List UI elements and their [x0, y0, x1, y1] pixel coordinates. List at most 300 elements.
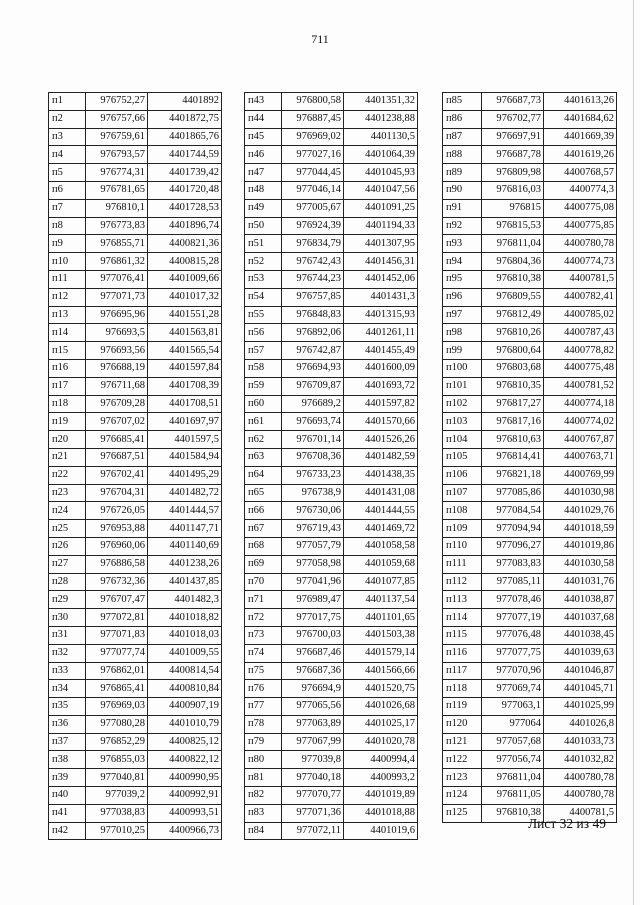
x-coordinate-cell: 977040,18	[282, 769, 344, 787]
table-row	[245, 342, 418, 360]
y-coordinate-cell: 4401137,54	[344, 591, 418, 609]
x-coordinate-cell: 977077,75	[482, 644, 544, 662]
x-coordinate-cell: 977027,16	[282, 146, 344, 164]
point-id-cell: п39	[49, 769, 86, 787]
point-id-cell: п122	[443, 751, 482, 769]
table-row	[49, 306, 222, 324]
y-coordinate-cell: 4401437,85	[148, 573, 222, 591]
x-coordinate-cell: 976886,58	[86, 555, 148, 573]
x-coordinate-cell: 976811,05	[482, 787, 544, 805]
table-row	[245, 128, 418, 146]
point-id-cell: п123	[443, 769, 482, 787]
x-coordinate-cell: 976855,03	[86, 751, 148, 769]
table-row	[443, 235, 617, 253]
y-coordinate-cell: 4401017,32	[148, 288, 222, 306]
point-id-cell: п113	[443, 591, 482, 609]
x-coordinate-cell: 976810,1	[86, 199, 148, 217]
x-coordinate-cell: 976810,38	[482, 804, 544, 822]
table-row	[49, 93, 222, 111]
y-coordinate-cell: 4401351,32	[344, 93, 418, 111]
y-coordinate-cell: 4400780,78	[544, 769, 617, 787]
point-id-cell: п13	[49, 306, 86, 324]
point-id-cell: п48	[245, 181, 282, 199]
x-coordinate-cell: 976700,03	[282, 626, 344, 644]
point-id-cell: п88	[443, 146, 482, 164]
table-row	[443, 217, 617, 235]
table-row	[245, 164, 418, 182]
x-coordinate-cell: 977039,2	[86, 787, 148, 805]
table-row	[443, 555, 617, 573]
point-id-cell: п24	[49, 502, 86, 520]
table-row	[49, 591, 222, 609]
point-id-cell: п76	[245, 680, 282, 698]
x-coordinate-cell: 977084,54	[482, 502, 544, 520]
y-coordinate-cell: 4401018,03	[148, 626, 222, 644]
x-coordinate-cell: 976862,01	[86, 662, 148, 680]
x-coordinate-cell: 976924,39	[282, 217, 344, 235]
y-coordinate-cell: 4401047,56	[344, 181, 418, 199]
y-coordinate-cell: 4401865,76	[148, 128, 222, 146]
x-coordinate-cell: 977017,75	[282, 609, 344, 627]
table-row	[443, 199, 617, 217]
point-id-cell: п23	[49, 484, 86, 502]
y-coordinate-cell: 4401482,72	[148, 484, 222, 502]
x-coordinate-cell: 976848,83	[282, 306, 344, 324]
coordinates-table-2	[244, 92, 418, 840]
point-id-cell: п51	[245, 235, 282, 253]
x-coordinate-cell: 976730,06	[282, 502, 344, 520]
x-coordinate-cell: 976707,02	[86, 413, 148, 431]
point-id-cell: п12	[49, 288, 86, 306]
x-coordinate-cell: 976738,9	[282, 484, 344, 502]
point-id-cell: п112	[443, 573, 482, 591]
point-id-cell: п118	[443, 680, 482, 698]
table-row	[245, 110, 418, 128]
point-id-cell: п91	[443, 199, 482, 217]
x-coordinate-cell: 976773,83	[86, 217, 148, 235]
point-id-cell: п9	[49, 235, 86, 253]
y-coordinate-cell: 4401046,87	[544, 662, 617, 680]
point-id-cell: п43	[245, 93, 282, 111]
table-row	[245, 146, 418, 164]
point-id-cell: п18	[49, 395, 86, 413]
point-id-cell: п101	[443, 377, 482, 395]
x-coordinate-cell: 976815	[482, 199, 544, 217]
x-coordinate-cell: 976817,16	[482, 413, 544, 431]
coordinates-table-1	[48, 92, 222, 840]
x-coordinate-cell: 976810,63	[482, 431, 544, 449]
point-id-cell: п20	[49, 431, 86, 449]
point-id-cell: п40	[49, 787, 86, 805]
point-id-cell: п97	[443, 306, 482, 324]
y-coordinate-cell: 4401452,06	[344, 270, 418, 288]
point-id-cell: п84	[245, 822, 282, 840]
table-row	[245, 787, 418, 805]
point-id-cell: п66	[245, 502, 282, 520]
table-row	[245, 253, 418, 271]
y-coordinate-cell: 4400781,52	[544, 377, 617, 395]
y-coordinate-cell: 4400994,4	[344, 751, 418, 769]
table-row	[443, 715, 617, 733]
point-id-cell: п15	[49, 342, 86, 360]
y-coordinate-cell: 4401029,76	[544, 502, 617, 520]
point-id-cell: п114	[443, 609, 482, 627]
y-coordinate-cell: 4401520,75	[344, 680, 418, 698]
x-coordinate-cell: 976742,87	[282, 342, 344, 360]
table-row	[245, 324, 418, 342]
x-coordinate-cell: 976892,06	[282, 324, 344, 342]
table-row	[49, 733, 222, 751]
x-coordinate-cell: 977044,45	[282, 164, 344, 182]
point-id-cell: п7	[49, 199, 86, 217]
x-coordinate-cell: 976752,27	[86, 93, 148, 111]
point-id-cell: п65	[245, 484, 282, 502]
table-row	[49, 822, 222, 840]
y-coordinate-cell: 4401038,87	[544, 591, 617, 609]
table-row	[49, 466, 222, 484]
x-coordinate-cell: 977038,83	[86, 804, 148, 822]
y-coordinate-cell: 4401739,42	[148, 164, 222, 182]
x-coordinate-cell: 976685,41	[86, 431, 148, 449]
x-coordinate-cell: 976702,41	[86, 466, 148, 484]
y-coordinate-cell: 4401597,5	[148, 431, 222, 449]
x-coordinate-cell: 977077,74	[86, 644, 148, 662]
point-id-cell: п68	[245, 537, 282, 555]
y-coordinate-cell: 4401579,14	[344, 644, 418, 662]
table-row	[443, 609, 617, 627]
table-row	[245, 733, 418, 751]
point-id-cell: п107	[443, 484, 482, 502]
y-coordinate-cell: 4401503,38	[344, 626, 418, 644]
x-coordinate-cell: 976694,93	[282, 359, 344, 377]
point-id-cell: п62	[245, 431, 282, 449]
x-coordinate-cell: 977083,83	[482, 555, 544, 573]
y-coordinate-cell: 4400768,57	[544, 164, 617, 182]
point-id-cell: п8	[49, 217, 86, 235]
x-coordinate-cell: 976687,73	[482, 93, 544, 111]
table-row	[443, 146, 617, 164]
x-coordinate-cell: 977041,96	[282, 573, 344, 591]
table-row	[49, 199, 222, 217]
y-coordinate-cell: 4401892	[148, 93, 222, 111]
x-coordinate-cell: 977046,14	[282, 181, 344, 199]
point-id-cell: п92	[443, 217, 482, 235]
y-coordinate-cell: 4401307,95	[344, 235, 418, 253]
point-id-cell: п30	[49, 609, 86, 627]
x-coordinate-cell: 976732,36	[86, 573, 148, 591]
point-id-cell: п99	[443, 342, 482, 360]
x-coordinate-cell: 976960,06	[86, 537, 148, 555]
x-coordinate-cell: 977063,1	[482, 698, 544, 716]
y-coordinate-cell: 4401708,39	[148, 377, 222, 395]
table-row	[443, 110, 617, 128]
table-row	[49, 573, 222, 591]
point-id-cell: п21	[49, 448, 86, 466]
point-id-cell: п78	[245, 715, 282, 733]
x-coordinate-cell: 976810,26	[482, 324, 544, 342]
table-row	[245, 644, 418, 662]
point-id-cell: п85	[443, 93, 482, 111]
y-coordinate-cell: 4400775,08	[544, 199, 617, 217]
y-coordinate-cell: 4401600,09	[344, 359, 418, 377]
point-id-cell: п26	[49, 537, 86, 555]
table-row	[245, 431, 418, 449]
y-coordinate-cell: 4401597,84	[148, 359, 222, 377]
point-id-cell: п89	[443, 164, 482, 182]
x-coordinate-cell: 976834,79	[282, 235, 344, 253]
y-coordinate-cell: 4401018,82	[148, 609, 222, 627]
x-coordinate-cell: 977070,77	[282, 787, 344, 805]
y-coordinate-cell: 4400769,99	[544, 466, 617, 484]
y-coordinate-cell: 4400774,18	[544, 395, 617, 413]
point-id-cell: п121	[443, 733, 482, 751]
x-coordinate-cell: 976810,35	[482, 377, 544, 395]
page-number: 711	[311, 32, 329, 46]
point-id-cell: п37	[49, 733, 86, 751]
table-row	[49, 235, 222, 253]
point-id-cell: п2	[49, 110, 86, 128]
table-row	[49, 698, 222, 716]
point-id-cell: п10	[49, 253, 86, 271]
y-coordinate-cell: 4401456,31	[344, 253, 418, 271]
table-row	[49, 715, 222, 733]
x-coordinate-cell: 976814,41	[482, 448, 544, 466]
x-coordinate-cell: 976708,36	[282, 448, 344, 466]
x-coordinate-cell: 976793,57	[86, 146, 148, 164]
y-coordinate-cell: 4400780,78	[544, 235, 617, 253]
table-row	[49, 431, 222, 449]
table-row	[49, 662, 222, 680]
table-row	[49, 804, 222, 822]
x-coordinate-cell: 976693,56	[86, 342, 148, 360]
x-coordinate-cell: 976702,77	[482, 110, 544, 128]
x-coordinate-cell: 977063,89	[282, 715, 344, 733]
table-row	[443, 484, 617, 502]
table-row	[443, 591, 617, 609]
table-row	[245, 181, 418, 199]
table-row	[49, 377, 222, 395]
x-coordinate-cell: 976865,41	[86, 680, 148, 698]
x-coordinate-cell: 976742,43	[282, 253, 344, 271]
x-coordinate-cell: 976688,19	[86, 359, 148, 377]
x-coordinate-cell: 977064	[482, 715, 544, 733]
y-coordinate-cell: 4401444,55	[344, 502, 418, 520]
table-row	[245, 751, 418, 769]
point-id-cell: п69	[245, 555, 282, 573]
point-id-cell: п83	[245, 804, 282, 822]
table-row	[443, 395, 617, 413]
point-id-cell: п17	[49, 377, 86, 395]
table-row	[443, 769, 617, 787]
y-coordinate-cell: 4400774,02	[544, 413, 617, 431]
table-row	[49, 751, 222, 769]
point-id-cell: п45	[245, 128, 282, 146]
table-row	[245, 93, 418, 111]
y-coordinate-cell: 4401025,17	[344, 715, 418, 733]
y-coordinate-cell: 4401030,58	[544, 555, 617, 573]
point-id-cell: п117	[443, 662, 482, 680]
table-row	[443, 413, 617, 431]
y-coordinate-cell: 4401720,48	[148, 181, 222, 199]
point-id-cell: п60	[245, 395, 282, 413]
table-row	[245, 306, 418, 324]
y-coordinate-cell: 4401091,25	[344, 199, 418, 217]
table-row	[49, 359, 222, 377]
point-id-cell: п103	[443, 413, 482, 431]
x-coordinate-cell: 977057,79	[282, 537, 344, 555]
table-row	[245, 466, 418, 484]
table-row	[245, 377, 418, 395]
y-coordinate-cell: 4400993,2	[344, 769, 418, 787]
x-coordinate-cell: 977058,98	[282, 555, 344, 573]
table-row	[443, 751, 617, 769]
y-coordinate-cell: 4401438,35	[344, 466, 418, 484]
y-coordinate-cell: 4400767,87	[544, 431, 617, 449]
point-id-cell: п73	[245, 626, 282, 644]
y-coordinate-cell: 4401896,74	[148, 217, 222, 235]
y-coordinate-cell: 4401526,26	[344, 431, 418, 449]
x-coordinate-cell: 976811,04	[482, 235, 544, 253]
point-id-cell: п64	[245, 466, 282, 484]
table-row	[245, 769, 418, 787]
table-row	[49, 537, 222, 555]
point-id-cell: п79	[245, 733, 282, 751]
table-row	[443, 698, 617, 716]
point-id-cell: п33	[49, 662, 86, 680]
y-coordinate-cell: 4401009,55	[148, 644, 222, 662]
table-row	[245, 448, 418, 466]
point-id-cell: п80	[245, 751, 282, 769]
table-row	[49, 520, 222, 538]
y-coordinate-cell: 4401059,68	[344, 555, 418, 573]
y-coordinate-cell: 4400822,12	[148, 751, 222, 769]
table-row	[443, 502, 617, 520]
table-row	[443, 787, 617, 805]
point-id-cell: п6	[49, 181, 86, 199]
x-coordinate-cell: 977057,68	[482, 733, 544, 751]
table-row	[245, 270, 418, 288]
point-id-cell: п90	[443, 181, 482, 199]
x-coordinate-cell: 977085,11	[482, 573, 544, 591]
x-coordinate-cell: 977071,83	[86, 626, 148, 644]
point-id-cell: п55	[245, 306, 282, 324]
x-coordinate-cell: 976989,47	[282, 591, 344, 609]
x-coordinate-cell: 976694,9	[282, 680, 344, 698]
table-row	[245, 555, 418, 573]
point-id-cell: п27	[49, 555, 86, 573]
x-coordinate-cell: 977070,96	[482, 662, 544, 680]
table-row	[49, 484, 222, 502]
table-row	[49, 342, 222, 360]
x-coordinate-cell: 976701,14	[282, 431, 344, 449]
x-coordinate-cell: 976687,78	[482, 146, 544, 164]
x-coordinate-cell: 977069,74	[482, 680, 544, 698]
y-coordinate-cell: 4401147,71	[148, 520, 222, 538]
y-coordinate-cell: 4401194,33	[344, 217, 418, 235]
table-row	[245, 395, 418, 413]
table-row	[245, 715, 418, 733]
y-coordinate-cell: 4401032,82	[544, 751, 617, 769]
x-coordinate-cell: 976816,03	[482, 181, 544, 199]
point-id-cell: п105	[443, 448, 482, 466]
table-row	[245, 626, 418, 644]
y-coordinate-cell: 4401140,69	[148, 537, 222, 555]
x-coordinate-cell: 976887,45	[282, 110, 344, 128]
x-coordinate-cell: 977039,8	[282, 751, 344, 769]
y-coordinate-cell: 4401697,97	[148, 413, 222, 431]
x-coordinate-cell: 976757,66	[86, 110, 148, 128]
point-id-cell: п120	[443, 715, 482, 733]
point-id-cell: п14	[49, 324, 86, 342]
point-id-cell: п93	[443, 235, 482, 253]
x-coordinate-cell: 976697,91	[482, 128, 544, 146]
y-coordinate-cell: 4401482,59	[344, 448, 418, 466]
table-row	[49, 395, 222, 413]
point-id-cell: п16	[49, 359, 86, 377]
x-coordinate-cell: 976693,74	[282, 413, 344, 431]
y-coordinate-cell: 4401045,93	[344, 164, 418, 182]
point-id-cell: п75	[245, 662, 282, 680]
x-coordinate-cell: 976709,87	[282, 377, 344, 395]
point-id-cell: п108	[443, 502, 482, 520]
x-coordinate-cell: 976711,68	[86, 377, 148, 395]
y-coordinate-cell: 4401238,26	[148, 555, 222, 573]
table-row	[49, 110, 222, 128]
table-row	[245, 217, 418, 235]
x-coordinate-cell: 976817,27	[482, 395, 544, 413]
point-id-cell: п35	[49, 698, 86, 716]
point-id-cell: п42	[49, 822, 86, 840]
table-row	[443, 733, 617, 751]
x-coordinate-cell: 977072,81	[86, 609, 148, 627]
y-coordinate-cell: 4401744,59	[148, 146, 222, 164]
y-coordinate-cell: 4401563,81	[148, 324, 222, 342]
point-id-cell: п100	[443, 359, 482, 377]
point-id-cell: п56	[245, 324, 282, 342]
point-id-cell: п5	[49, 164, 86, 182]
point-id-cell: п41	[49, 804, 86, 822]
table-row	[49, 413, 222, 431]
y-coordinate-cell: 4401455,49	[344, 342, 418, 360]
x-coordinate-cell: 976855,71	[86, 235, 148, 253]
point-id-cell: п71	[245, 591, 282, 609]
x-coordinate-cell: 976689,2	[282, 395, 344, 413]
y-coordinate-cell: 4400775,48	[544, 359, 617, 377]
point-id-cell: п53	[245, 270, 282, 288]
x-coordinate-cell: 976969,02	[282, 128, 344, 146]
x-coordinate-cell: 976852,29	[86, 733, 148, 751]
point-id-cell: п125	[443, 804, 482, 822]
y-coordinate-cell: 4400782,41	[544, 288, 617, 306]
x-coordinate-cell: 977076,41	[86, 270, 148, 288]
table-row	[245, 609, 418, 627]
table-row	[49, 626, 222, 644]
x-coordinate-cell: 976804,36	[482, 253, 544, 271]
table-row	[49, 680, 222, 698]
point-id-cell: п94	[443, 253, 482, 271]
table-row	[245, 235, 418, 253]
page-edge-line	[633, 0, 634, 905]
table-row	[245, 288, 418, 306]
x-coordinate-cell: 977078,46	[482, 591, 544, 609]
point-id-cell: п19	[49, 413, 86, 431]
y-coordinate-cell: 4401469,72	[344, 520, 418, 538]
table-row	[245, 822, 418, 840]
table-row	[443, 359, 617, 377]
table-row	[443, 537, 617, 555]
point-id-cell: п52	[245, 253, 282, 271]
point-id-cell: п46	[245, 146, 282, 164]
